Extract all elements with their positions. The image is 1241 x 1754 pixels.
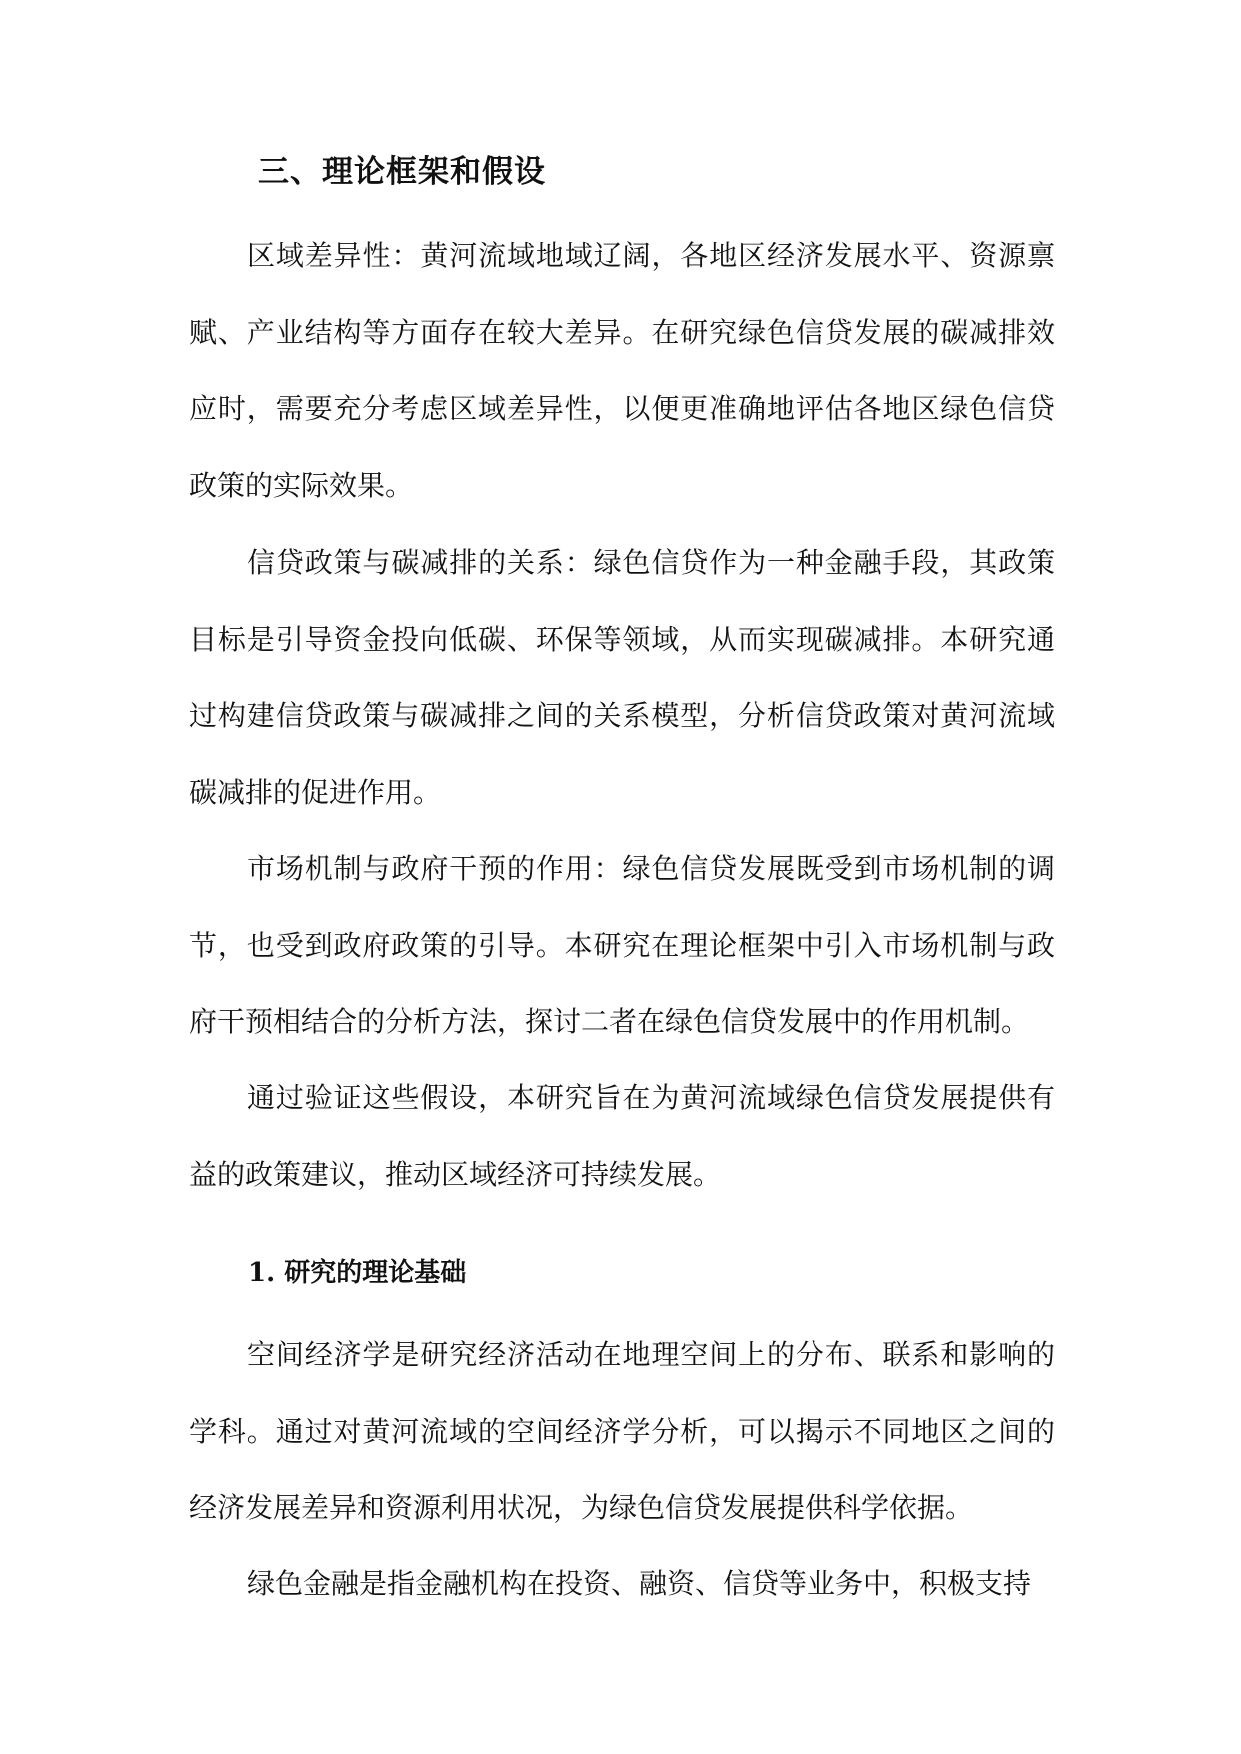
paragraph-market-government: 市场机制与政府干预的作用：绿色信贷发展既受到市场机制的调节，也受到政府政策的引导。本研究在理论框架中引入市场机制与政府干预相结合的分析方法，探讨二者在绿色信贷发展中的作用机制。 (189, 852, 1055, 1038)
paragraph-credit-policy-carbon: 信贷政策与碳减排的关系：绿色信贷作为一种金融手段，其政策目标是引导资金投向低碳、环保等领域，从而实现碳减排。本研究通过构建信贷政策与碳减排之间的关系模型，分析信贷政策对黄河流域碳减排的促进作用。 (189, 546, 1055, 809)
subsection-heading: 1. 研究的理论基础 (248, 1258, 467, 1288)
paragraph-green-finance: 绿色金融是指金融机构在投资、融资、信贷等业务中，积极支持 (247, 1567, 1032, 1600)
paragraph-spatial-economics: 空间经济学是研究经济活动在地理空间上的分布、联系和影响的学科。通过对黄河流域的空间经济学分析，可以揭示不同地区之间的经济发展差异和资源利用状况，为绿色信贷发展提供科学依据。 (189, 1338, 1055, 1524)
section-heading: 三、理论框架和假设 (258, 154, 546, 190)
paragraph-hypothesis-summary: 通过验证这些假设，本研究旨在为黄河流域绿色信贷发展提供有益的政策建议，推动区域经济可持续发展。 (189, 1081, 1055, 1191)
paragraph-regional-differences: 区域差异性：黄河流域地域辽阔，各地区经济发展水平、资源禀赋、产业结构等方面存在较大差异。在研究绿色信贷发展的碳减排效应时，需要充分考虑区域差异性，以便更准确地评估各地区绿色信贷政策的实际效果。 (189, 239, 1055, 502)
